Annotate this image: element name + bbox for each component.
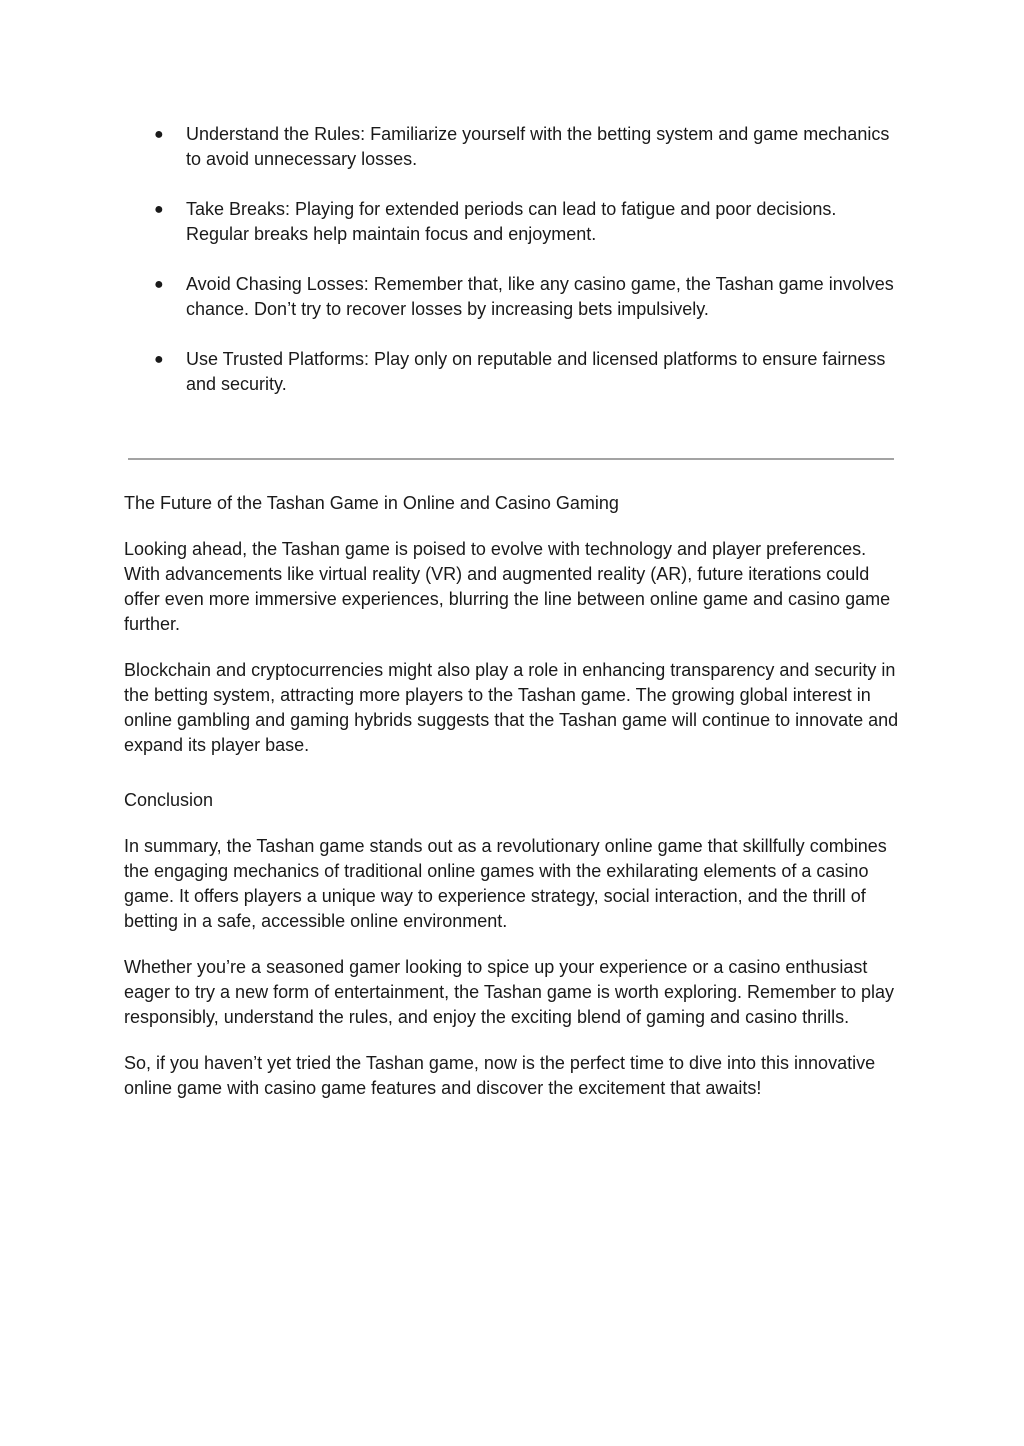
tips-list <box>124 122 904 397</box>
bullet-icon: ● <box>154 201 164 218</box>
tip-text: Take Breaks: Playing for extended periods can lead to fatigue and poor decisions. Regular breaks help maintain focus and enjoyment. <box>186 199 837 244</box>
bullet-icon: ● <box>154 126 164 143</box>
horizontal-divider <box>128 458 894 460</box>
list-item <box>124 122 904 172</box>
list-item <box>124 272 904 322</box>
paragraph: In summary, the Tashan game stands out as a revolutionary online game that skillfully combines the engaging mechanics of traditional online games with the exhilarating elements of a casino game. It offers players a unique way to experience strategy, social interaction, and the thrill of betting in a safe, accessible online environment. <box>124 836 887 931</box>
section-heading-future: The Future of the Tashan Game in Online and Casino Gaming <box>124 493 619 513</box>
tip-text: Understand the Rules: Familiarize yourself with the betting system and game mechanics to avoid unnecessary losses. <box>186 124 890 169</box>
bullet-icon: ● <box>154 276 164 293</box>
list-item <box>124 197 904 247</box>
paragraph: Whether you’re a seasoned gamer looking to spice up your experience or a casino enthusiast eager to try a new form of entertainment, the Tashan game is worth exploring. Remember to play responsibly, understand the rules, and enjoy the exciting blend of gaming and casino thrills. <box>124 957 895 1027</box>
list-item <box>124 347 904 397</box>
paragraph: So, if you haven’t yet tried the Tashan game, now is the perfect time to dive into this innovative online game with casino game features and discover the excitement that awaits! <box>124 1053 876 1098</box>
paragraph: Looking ahead, the Tashan game is poised to evolve with technology and player preferences. With advancements like virtual reality (VR) and augmented reality (AR), future iterations could offer even more immersive experiences, blurring the line between online game and casino game further. <box>124 539 891 634</box>
tip-text: Avoid Chasing Losses: Remember that, like any casino game, the Tashan game involves chance. Don’t try to recover losses by increasing bets impulsively. <box>186 274 894 319</box>
bullet-icon: ● <box>154 351 164 368</box>
section-heading-conclusion: Conclusion <box>124 790 214 810</box>
tip-text: Use Trusted Platforms: Play only on reputable and licensed platforms to ensure fairness and security. <box>186 349 886 394</box>
article-body <box>124 491 904 1122</box>
paragraph: Blockchain and cryptocurrencies might also play a role in enhancing transparency and security in the betting system, attracting more players to the Tashan game. The growing global interest in online gambling and gaming hybrids suggests that the Tashan game will continue to innovate and expand its player base. <box>124 660 899 755</box>
